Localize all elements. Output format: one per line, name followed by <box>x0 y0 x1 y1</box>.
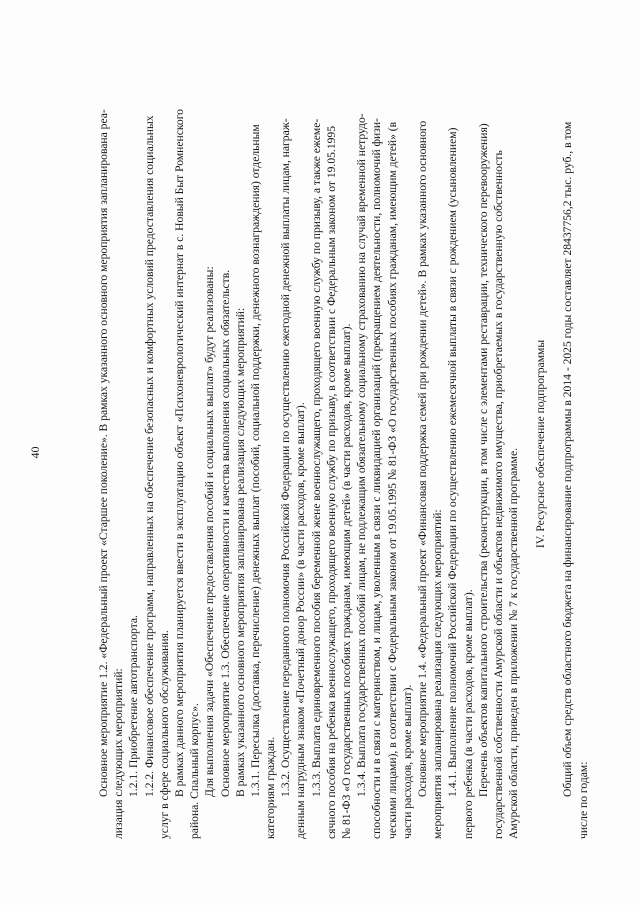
text-line: ческими лицами), в соответствии с Федеральным законом от 19.05.1995 № 81-ФЗ «О государственных пособиях гражданам, имеющим детей» (в <box>385 121 399 839</box>
text-line: денным нагрудным знаком «Почетный донор России» (в части расходов, кроме выплат). <box>294 402 308 839</box>
text-line: № 81-ФЗ «О государственных пособиях гражданам, имеющим детей» (в части расходов, кроме выплат). <box>340 323 353 839</box>
text-line: лизация следующих мероприятий: <box>112 668 126 839</box>
text-line: сячного пособия на ребенка военнослужащего, проходящего военную службу по призыву, в соответствии с Федеральным законом от 19.05.1995 <box>324 125 338 839</box>
text-line: Перечень объектов капитального строительства (реконструкции, в том числе с элементами реставрации, технического перевооружения) <box>476 123 490 797</box>
text-line: 1.2.1. Приобретение автотранспорта. <box>127 615 141 797</box>
paragraph-gap <box>521 49 533 839</box>
page-number: 40 <box>28 446 42 459</box>
text-line: 1.2.2. Финансовое обеспечение программ, направленных на обеспечение безопасных и комфортных условий предоставления социальных <box>142 115 156 797</box>
text-line: Общий объем средств областного бюджета на финансирование подпрограммы в 2014 - 2025 годы составляет 28437756,2 тыс. руб., в том <box>561 121 575 797</box>
text-line: 1.3.3. Выплата единовременного пособия беременной жене военнослужащего, проходящего военную службу по призыву, а также ежеме- <box>309 118 323 797</box>
text-line: В рамках данного мероприятия планируется ввести в эксплуатацию объект «Психоневрологический интернат в с. Новый Быт Ромненского <box>172 109 186 797</box>
text-line: 1.3.4. Выплата государственных пособий лицам, не подлежащим обязательному социальному страхованию на случай временной нетрудо- <box>355 113 369 797</box>
text-line: Основное мероприятие 1.3. Обеспечение оперативности и качества выполнения социальных обязательств. <box>218 269 232 797</box>
text-line: Для выполнения задачи «Обеспечение предоставления пособий и социальных выплат» будут реализованы: <box>203 266 217 797</box>
text-line: 1.3.2. Осуществление переданного полномочия Российской Федерации по осуществлению ежегодной денежной выплаты лицам, награж- <box>279 118 293 797</box>
paragraph-gap <box>548 49 560 839</box>
text-line: части расходов, кроме выплат). <box>400 684 414 839</box>
text-line: Основное мероприятие 1.2. «Федеральный проект «Старшее поколение». В рамках указанного основного мероприятия запланирована реа- <box>97 109 110 797</box>
text-line: способности и в связи с материнством, и лицам, уволенным в связи с ликвидацией организаций (прекращением деятельности, полномочий физи- <box>370 118 384 839</box>
text-line: числе по годам: <box>576 761 590 839</box>
text-line: первого ребенка (в части расходов, кроме выплат). <box>461 589 475 839</box>
text-line: государственной собственности Амурской области и объектов недвижимого имущества, приобретаемых в государственную собственность <box>491 150 505 839</box>
text-line: 1.3.1. Пересылка (доставка, перечисление) денежных выплат (пособий, социальной поддержки, денежного вознаграждения) отдельным <box>248 124 262 797</box>
text-line: категориям граждан. <box>264 736 278 839</box>
text-line: Основное мероприятие 1.4. «Федеральный проект «Финансовая поддержка семей при рождении детей». В рамках указанного основного <box>415 120 429 797</box>
text-line: Амурской области, приведен в приложении № 7 к государственной программе. <box>507 447 521 839</box>
text-line: услуг в сфере социального обслуживания. <box>157 630 171 839</box>
text-line: района. Спальный корпус». <box>188 703 202 839</box>
text-line: 1.4.1. Выполнение полномочий Российской Федерации по осуществлению ежемесячной выплаты в связи с рождением (усыновлением) <box>446 127 460 797</box>
section-heading: IV. Ресурсное обеспечение подпрограммы <box>534 339 548 549</box>
document-body <box>96 49 591 839</box>
text-line: мероприятия запланирована реализация следующих мероприятий: <box>431 509 445 839</box>
text-line: В рамках указанного основного мероприятия запланирована реализация следующих мероприятий: <box>233 307 247 797</box>
